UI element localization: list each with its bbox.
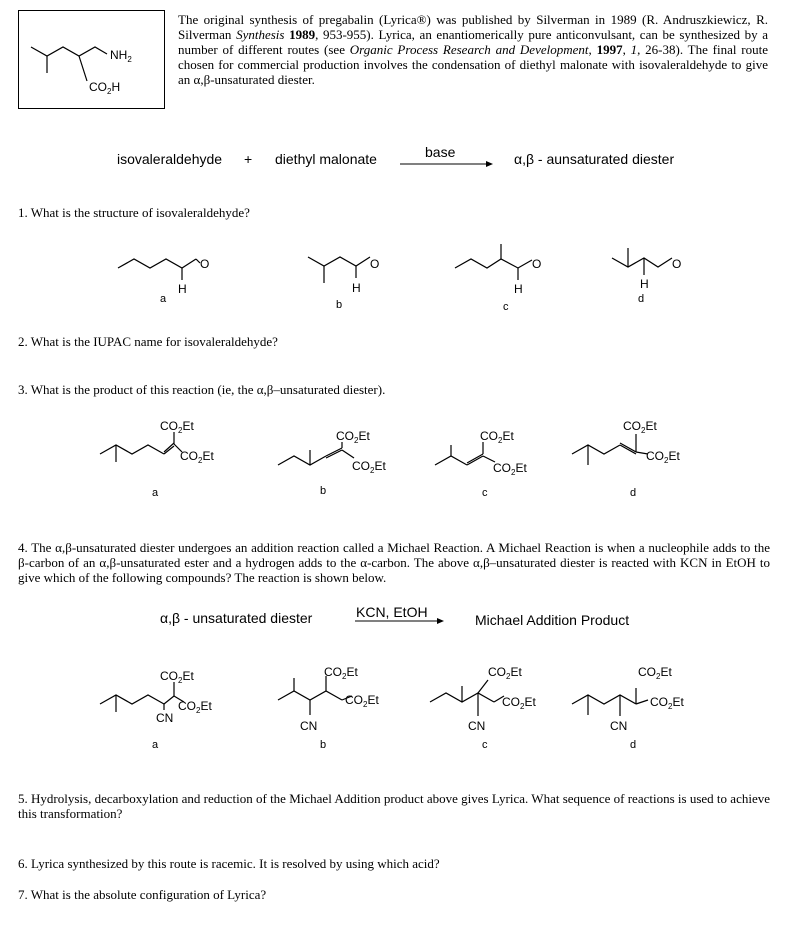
q4-product: Michael Addition Product [475, 612, 630, 628]
q4a-cn: CN [156, 711, 174, 725]
q4d-cn: CN [610, 719, 628, 733]
reactant-diethyl-malonate: diethyl malonate [275, 151, 377, 167]
question-3: 3. What is the product of this reaction (ie, the α,β–unsaturated diester). [18, 382, 386, 397]
q4-reactant: α,β - unsaturated diester [160, 610, 313, 626]
q3d-group2: $CO_2Et$ [646, 449, 680, 465]
q3b-group2: $CO_2Et$ [352, 459, 386, 475]
choice-1b: b [336, 299, 343, 311]
q4c-group2: $CO_2Et$ [502, 695, 536, 711]
acid-label: $CO_2H$ [89, 80, 121, 96]
q4d-group2: $CO_2Et$ [650, 695, 684, 711]
q3a-group1: $CO_2Et$ [160, 419, 194, 435]
q1d-H: H [640, 277, 649, 291]
lyrica-structure [19, 11, 164, 108]
q1c-O: O [532, 257, 542, 271]
choice-3d: d [630, 487, 637, 499]
question-6: 6. Lyrica synthesized by this route is racemic. It is resolved by using which acid? [18, 856, 440, 871]
q4c-cn: CN [468, 719, 486, 733]
q4a-group2: $CO_2Et$ [178, 699, 212, 715]
q1d-O: O [672, 257, 682, 271]
lyrica-structure-box [18, 10, 165, 109]
q4-structures [90, 660, 710, 760]
q4-reagent: KCN, EtOH [356, 604, 428, 620]
choice-4c: c [482, 739, 488, 751]
choice-1a: a [160, 293, 167, 305]
q4d-group1: $CO_2Et$ [638, 665, 672, 681]
choice-4b: b [320, 739, 327, 751]
reactant-isovaleraldehyde: isovaleraldehyde [117, 151, 223, 167]
q4c-group1: $CO_2Et$ [488, 665, 522, 681]
q3d-group1: $CO_2Et$ [623, 419, 657, 435]
q1-structures [100, 240, 750, 315]
q1b-O: O [370, 257, 380, 271]
reaction-arrow [398, 160, 494, 170]
choice-3c: c [482, 487, 488, 499]
q3b-group1: $CO_2Et$ [336, 429, 370, 445]
q1b-H: H [352, 281, 361, 295]
q4a-group1: $CO_2Et$ [160, 669, 194, 685]
q1a-H: H [178, 282, 187, 296]
question-4: 4. The α,β-unsaturated diester undergoes an addition reaction called a Michael Reaction. A Michael Reaction is when a nucleophile adds to the β-carbon of an α,β-unsaturated ester and a hydrogen adds to the α-carbon. The above α,β–unsaturated diester is reacted with KCN in EtOH to give which of the following compounds? The reaction is shown below. [18, 540, 770, 585]
intro-paragraph: The original synthesis of pregabalin (Lyrica®) was published by Silverman in 1989 (R. Andruszkiewicz, R. Silverman Synthesis 1989, 953-955). Lyrica, an enantiomerically pure anticonvulsant, can be synthesized by a number of different routes (see Organic Process Research and Development, 1997, 1, 26-38). The final route chosen for commercial production involves the condensation of diethyl malonate with isovaleraldehyde to give an α,β-unsaturated diester. [178, 12, 769, 87]
amine-label: $NH_2$ [110, 48, 132, 64]
q1a-O: O [200, 257, 210, 271]
choice-3a: a [152, 487, 159, 499]
q3c-group2: $CO_2Et$ [493, 461, 527, 477]
question-2: 2. What is the IUPAC name for isovaleraldehyde? [18, 334, 278, 349]
q4b-group2: $CO_2Et$ [345, 693, 379, 709]
choice-4a: a [152, 739, 159, 751]
q4b-group1: $CO_2Et$ [324, 665, 358, 681]
question-5: 5. Hydrolysis, decarboxylation and reduction of the Michael Addition product above gives Lyrica. What sequence of reactions is used to achieve this transformation? [18, 791, 770, 821]
choice-4d: d [630, 739, 637, 751]
question-7: 7. What is the absolute configuration of Lyrica? [18, 887, 267, 902]
q3-structures [90, 410, 710, 510]
product-diester: α,β - aunsaturated diester [514, 151, 675, 167]
choice-3b: b [320, 485, 327, 497]
reagent-base: base [425, 144, 456, 160]
plus-sign: + [244, 151, 253, 167]
choice-1c: c [503, 301, 509, 313]
q1c-H: H [514, 282, 523, 296]
q4-arrow [353, 617, 445, 627]
choice-1d: d [638, 293, 645, 305]
question-1: 1. What is the structure of isovaleraldehyde? [18, 205, 250, 220]
q4b-cn: CN [300, 719, 318, 733]
q3c-group1: $CO_2Et$ [480, 429, 514, 445]
q3a-group2: $CO_2Et$ [180, 449, 214, 465]
